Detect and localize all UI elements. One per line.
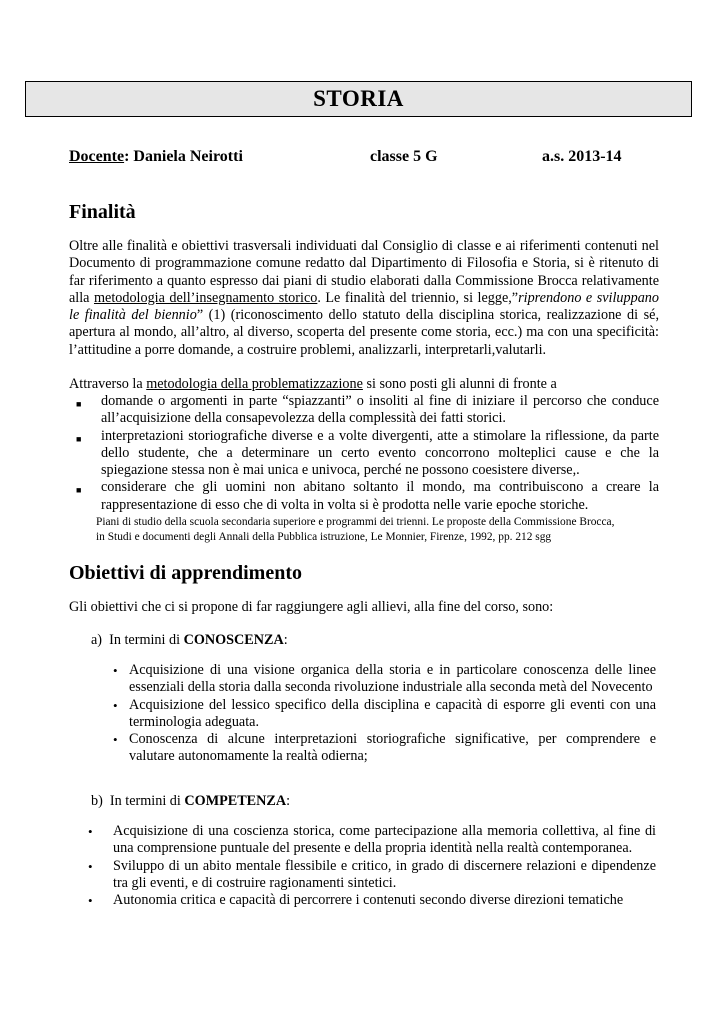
- round-bullet-icon: •: [113, 663, 118, 678]
- footnote-line-2: in Studi e documenti degli Annali della Pubblica istruzione, Le Monnier, Firenze, 1992, pp. 212 sgg: [96, 531, 552, 543]
- small-square-bullet-icon: ■: [76, 399, 82, 409]
- list-item: [88, 858, 656, 893]
- list-item-text: Conoscenza di alcune interpretazioni storiografiche significative, per comprendere e valutare autonomamente la realtà odierna;: [129, 731, 656, 765]
- finalita-text-1: Oltre alle finalità e obiettivi trasversali individuati dal Consiglio di classe e ai riferimenti contenuti nel Documento di programmazione comune redatto dal Dipartimento di Filosofia e Storia, si è ritenuto di far riferimento a quanto espresso dai piani di studio elaborati dalla Commissione Brocca relativamente alla: [69, 238, 659, 306]
- list-item-text: Acquisizione del lessico specifico della disciplina e capacità di esporre gli eventi con una terminologia adeguata.: [129, 696, 656, 730]
- docente-label: Docente: [69, 148, 125, 165]
- obiettivi-intro: Gli obiettivi che ci si propone di far raggiungere agli allievi, alla fine del corso, sono:: [69, 599, 554, 615]
- footnote: [96, 515, 666, 545]
- finalita-heading: Finalità: [69, 201, 136, 223]
- problematizzazione-list: [69, 393, 659, 514]
- section-b-text: In termini di: [109, 793, 185, 809]
- round-bullet-icon: •: [88, 858, 93, 874]
- list-item: [69, 479, 659, 514]
- footnote-line-1: Piani di studio della scuola secondaria superiore e programmi dei trienni. Le proposte della Commissione Brocca,: [96, 516, 615, 528]
- list-item-text: Acquisizione di una coscienza storica, come partecipazione alla memoria collettiva, al fine di una comprensione puntuale del presente e della propria identità nella realtà contemporanea.: [113, 823, 656, 857]
- list-item-text: domande o argomenti in parte “spiazzanti” o insoliti al fine di iniziare il percorso che conduce all’acquisizione della consapevolezza della complessità dei fatti storici.: [101, 393, 659, 427]
- section-a-text: In termini di: [109, 632, 184, 648]
- round-bullet-icon: •: [113, 732, 118, 748]
- small-square-bullet-icon: ■: [76, 433, 82, 444]
- section-a-heading: [91, 632, 288, 649]
- round-bullet-icon: •: [113, 697, 118, 713]
- list-item: [113, 731, 656, 766]
- list-item: [88, 823, 656, 858]
- section-b-heading: [91, 793, 290, 810]
- list-item-text: Sviluppo di un abito mentale flessibile e critico, in grado di discernere relazioni e dipendenze tra gli eventi, e di costruire ragionamenti sintetici.: [113, 857, 656, 891]
- finalita-underlined-1: metodologia dell’insegnamento storico: [93, 289, 318, 306]
- metodologia-underlined: metodologia della problematizzazione: [146, 376, 363, 392]
- page-title: STORIA: [313, 86, 404, 111]
- section-b-bold: COMPETENZA: [184, 793, 287, 809]
- title-banner: [25, 81, 692, 117]
- docente-name: : Daniela Neirotti: [124, 148, 243, 165]
- list-item: [113, 662, 656, 697]
- conoscenza-list: [113, 662, 656, 766]
- metodologia-text-1: Attraverso la: [69, 376, 147, 392]
- round-bullet-icon: •: [88, 893, 93, 909]
- section-b-marker: b): [91, 793, 103, 809]
- metodologia-intro: [69, 376, 659, 393]
- section-a-marker: a): [91, 632, 103, 648]
- list-item-text: Autonomia critica e capacità di percorrere i contenuti secondo diverse direzioni tematiche: [113, 892, 624, 909]
- section-a-bold: CONOSCENZA: [183, 632, 284, 648]
- metodologia-text-2: si sono posti gli alunni di fronte a: [362, 376, 557, 392]
- finalita-paragraph: [69, 238, 659, 359]
- finalita-text-2: . Le finalità del triennio, si legge,”: [317, 289, 519, 306]
- section-a-colon: :: [283, 632, 288, 648]
- list-item: [69, 393, 659, 428]
- list-item: [88, 892, 656, 909]
- teacher-info-line: [69, 148, 669, 170]
- obiettivi-heading: Obiettivi di apprendimento: [69, 562, 302, 584]
- small-square-bullet-icon: ■: [76, 485, 82, 496]
- list-item-text: Acquisizione di una visione organica della storia e in particolare conoscenza delle linee essenziali della storia dalla seconda rivoluzione industriale alla seconda metà del Novecento: [129, 662, 656, 696]
- finalita-text-3: ” (1) (riconoscimento dello statuto della disciplina storica, realizzazione di sé, apertura al mondo, all’altro, al diverso, scoperta del presente come storia, ecc.) ma con una specificità: l’attitudine a porre domande, a costruire problemi, analizzarli, interpretarli,valutarli.: [69, 307, 659, 358]
- list-item: [113, 697, 656, 732]
- list-item-text: considerare che gli uomini non abitano soltanto il mondo, ma contribuiscono a creare la rappresentazione di esso che di volta in volta si è prodotta nelle varie epoche storiche.: [101, 479, 659, 513]
- round-bullet-icon: •: [88, 824, 93, 839]
- section-b-colon: :: [286, 793, 291, 809]
- school-year: a.s. 2013-14: [542, 148, 622, 165]
- finalita-italic-quote: riprendono e sviluppano le finalità del biennio: [69, 289, 659, 324]
- class-label: classe 5 G: [370, 148, 438, 165]
- list-item-text: interpretazioni storiografiche diverse e a volte divergenti, atte a stimolare la riflessione, da parte dello studente, che a determinare un certo evento concorrono molteplici cause e che la spiegazione stessa non è mai unica e univoca, perché ne possono coesistere diverse,.: [101, 427, 659, 479]
- list-item: [69, 428, 659, 480]
- competenza-list: [88, 823, 656, 909]
